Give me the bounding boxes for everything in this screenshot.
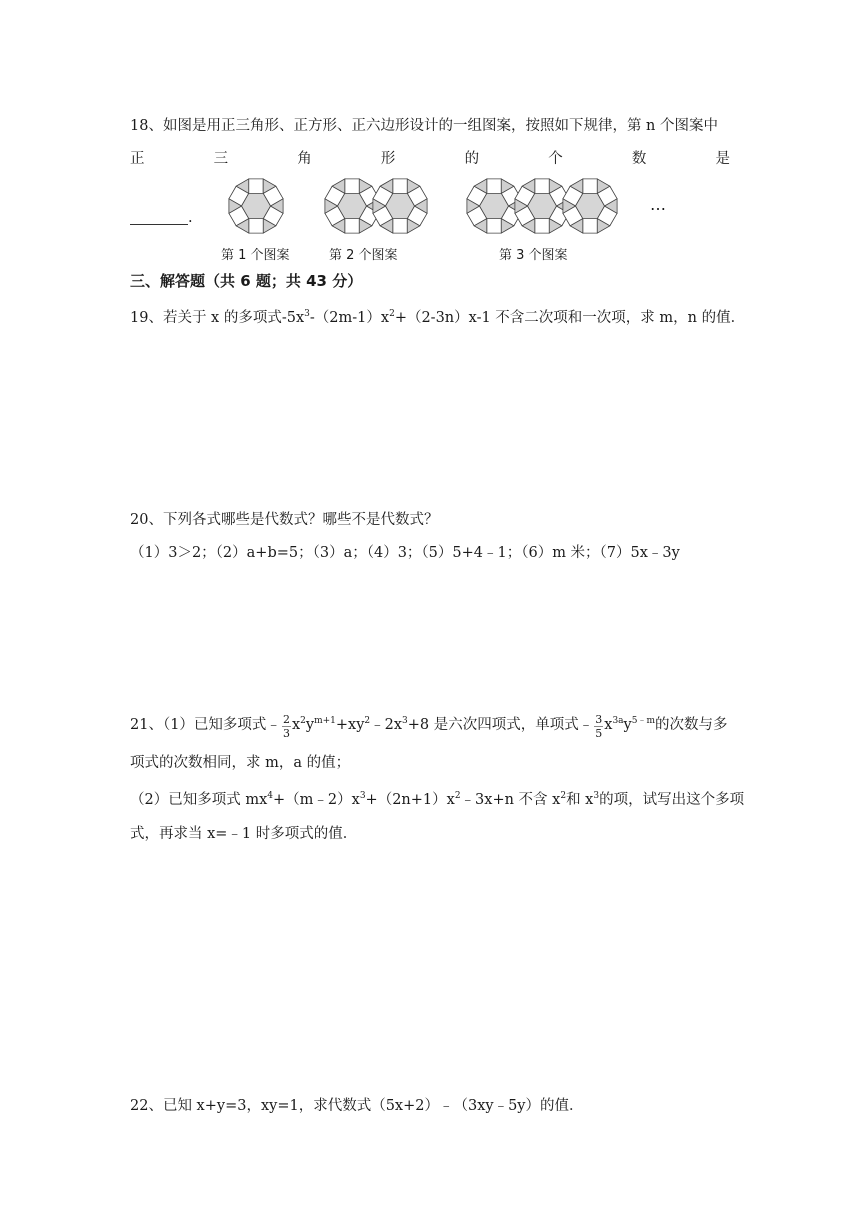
- q18-char: 形: [380, 151, 396, 167]
- q18-char: 角: [297, 151, 312, 167]
- square-tile: [249, 219, 263, 234]
- caption-pattern-3: 第 3 个图案: [499, 248, 568, 263]
- q18-char: 是: [715, 151, 730, 167]
- q18-char: 数: [631, 151, 647, 167]
- caption-pattern-2: 第 2 个图案: [329, 248, 398, 263]
- square-tile: [583, 219, 598, 234]
- q18-char: 个: [548, 151, 563, 167]
- q21-text-line2: 项式的次数相同，求 m，a 的值；: [130, 755, 351, 771]
- square-tile: [535, 219, 550, 234]
- q21-text-line1: 21、（1）已知多项式﹣ $\frac{2}{3}$ $x^2y^{m+1}+xy^2﹣2x^3+8$ 是六次四项式，单项式﹣ $\frac{3}{5}$ $x^{3a}y^{5﹣m}$的次数与多: [130, 713, 728, 740]
- square-tile: [583, 179, 598, 194]
- square-tile: [487, 179, 502, 194]
- square-tile: [393, 179, 408, 194]
- q18-char: 三: [213, 151, 229, 167]
- q20-text-line1: 20、下列各式哪些是代数式？哪些不是代数式？: [130, 512, 439, 528]
- square-tile: [249, 179, 264, 194]
- q18-text-line1: 18、如图是用正三角形、正方形、正六边形设计的一组图案，按照如下规律，第 n 个图案中: [130, 118, 719, 134]
- q18-char: 正: [130, 151, 145, 167]
- caption-pattern-1: 第 1 个图案: [221, 248, 290, 263]
- q18-char: 的: [464, 151, 480, 167]
- q18-spread-line: [130, 147, 730, 168]
- fraction-3-5: $\frac{3}{5}$: [595, 713, 603, 740]
- fraction-2-3: $\frac{2}{3}$: [282, 713, 290, 740]
- square-tile: [345, 219, 360, 234]
- q20-text-line2: （1）3＞2；（2）a+b=5；（3）a；（4）3；（5）5+4﹣1；（6）m 米；（7）5x﹣3y: [130, 545, 680, 561]
- q21-text-line4: 式，再求当 x=﹣1 时多项式的值．: [130, 826, 358, 842]
- q22-text: 22、已知 x+y=3，xy=1，求代数式（5x+2）﹣（3xy﹣5y）的值．: [130, 1098, 584, 1114]
- ellipsis: …: [650, 195, 666, 214]
- section-heading: 三、解答题（共 6 题；共 43 分）: [130, 272, 363, 290]
- square-tile: [393, 219, 408, 234]
- answer-blank: [130, 210, 188, 225]
- q19-text: 19、若关于 x 的多项式$-5x^3-(2m-1)x^2+(2-3n)x-1$ 不含二次项和一次项，求 m，n 的值．: [130, 309, 746, 326]
- square-tile: [535, 179, 550, 194]
- pattern-figure: [220, 176, 700, 236]
- q21-text-line3: （2）已知多项式 $mx^4+(m﹣2)x^3+(2n+1)x^2﹣3x+n$ 不含 $x^2$和 $x^3$的项，试写出这个多项: [130, 791, 745, 808]
- square-tile: [345, 179, 360, 194]
- square-tile: [487, 219, 502, 234]
- q18-answer-blank: .: [130, 210, 193, 226]
